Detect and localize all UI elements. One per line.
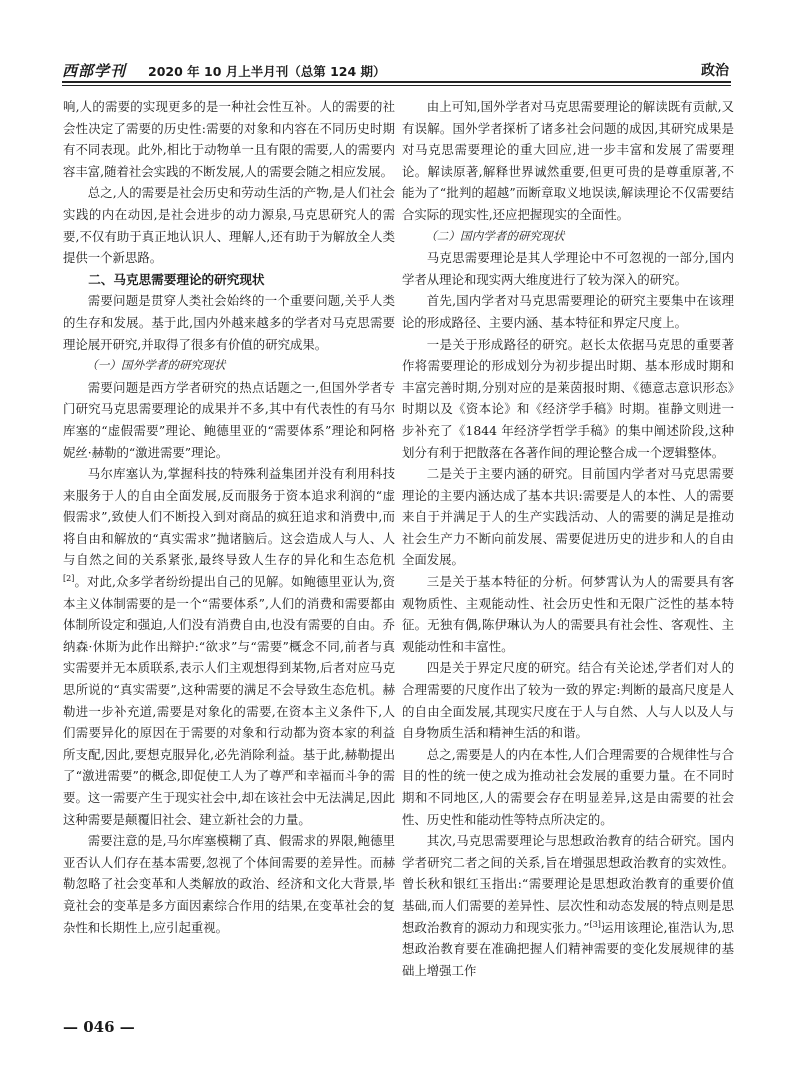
section-name: 政治	[701, 63, 729, 79]
paragraph: 马克思需要理论是其人学理论中不可忽视的一部分,国内学者从理论和现实两大维度进行了较为深入的研究。	[402, 250, 734, 287]
paragraph: 需要问题是贯穿人类社会始终的一个重要问题,关乎人类的生存和发展。基于此,国内外越来越多的学者对马克思需要理论展开研究,并取得了很多有价值的研究成果。	[63, 293, 395, 352]
paragraph: 四是关于界定尺度的研究。结合有关论述,学者们对人的合理需要的尺度作出了较为一致的界定:判断的最高尺度是人的自由全面发展,其现实尺度在于人与自然、人与人以及人与自身物质生活和精神生活的和谐。	[402, 660, 734, 741]
left-column	[63, 96, 395, 938]
citation-ref: [3]	[589, 919, 601, 929]
paragraph: 总之,需要是人的内在本性,人们合理需要的合规律性与合目的性的统一使之成为推动社会发展的重要力量。在不同时期和不同地区,人的需要会存在明显差异,这是由需要的社会性、历史性和能动性等特点所决定的。	[402, 746, 734, 827]
subsection-heading: （二）国内学者的研究现状	[425, 228, 565, 243]
paragraph-text: 其次,马克思需要理论与思想政治教育的结合研究。国内学者研究二者之间的关系,旨在增强思想政治教育的实效性。曾长秋和银红玉指出:“需要理论是思想政治教育的重要价值基础,而人们需要的差异性、层次性和动态发展的特点则是思想政治教育的源动力和现实张力。”	[402, 833, 734, 935]
header-rule	[62, 81, 731, 83]
paragraph	[402, 830, 734, 981]
paragraph: 响,人的需要的实现更多的是一种社会性互补。人的需要的社会性决定了需要的历史性:需要的对象和内容在不同历史时期有不同表现。此外,相比于动物单一且有限的需要,人的需要内容丰富,随着社会实践的不断发展,人的需要会随之相应发展。	[63, 99, 395, 179]
issue-info: 2020 年 10 月上半月刊（总第 124 期）	[148, 64, 386, 79]
paragraph: 三是关于基本特征的分析。何梦霄认为人的需要具有客观物质性、主观能动性、社会历史性和无限广泛性的基本特征。无独有偶,陈伊琳认为人的需要具有社会性、客观性、主观能动性和丰富性。	[402, 574, 734, 654]
paragraph: 需要注意的是,马尔库塞模糊了真、假需求的界限,鲍德里亚否认人们存在基本需要,忽视了个体间需要的差异性。而赫勒忽略了社会变革和人类解放的政治、经济和文化大背景,毕竟社会的变革是多方面因素综合作用的结果,在变革社会的复杂性和长期性上,应引起重视。	[63, 833, 395, 935]
paragraph	[63, 463, 395, 830]
section-heading: 二、马克思需要理论的研究现状	[88, 271, 265, 287]
subsection-heading: （一）国外学者的研究现状	[86, 358, 226, 373]
paragraph: 需要问题是西方学者研究的热点话题之一,但国外学者专门研究马克思需要理论的成果并不多,其中有代表性的有马尔库塞的“虚假需要”理论、鲍德里亚的“需要体系”理论和阿格妮丝·赫勒的“激进需要”理论。	[63, 379, 395, 460]
citation-ref: [2]	[63, 573, 75, 583]
paragraph-text: 。对此,众多学者纷纷提出自己的见解。如鲍德里亚认为,资本主义体制需要的是一个“需要体系”,人们的消费和需要都由体制所设定和强迫,人们没有消费自由,也没有需要的自由。乔纳森·休斯为此作出辩护:“欲求”与“需要”概念不同,前者与真实需要并无本质联系,表示人们主观想得到某物,后者对应马克思所说的“真实需要”,这种需要的满足不会导致生态危机。赫勒进一步补充道,需要是对象化的需要,在资本主义条件下,人们需要异化的原因在于需要的对象和行动都为资本家的利益所支配,因此,要想克服异化,必先消除利益。基于此,赫勒提出了“激进需要”的概念,即促使工人为了尊严和幸福而斗争的需要。这一需要产生于现实社会中,却在该社会中无法满足,因此这种需要是颠覆旧社会、建立新社会的力量。	[63, 574, 395, 827]
header-rule-thin	[62, 85, 731, 86]
paragraph: 由上可知,国外学者对马克思需要理论的解读既有贡献,又有误解。国外学者探析了诸多社会问题的成因,其研究成果是对马克思需要理论的重大回应,进一步丰富和发展了需要理论。解读原著,解释世界诚然重要,但更可贵的是尊重原著,不能为了“批判的超越”而断章取义地误读,解读理论不仅需要结合实际的现实性,还应把握现实的全面性。	[402, 99, 734, 222]
running-header	[62, 54, 731, 84]
page-number: — 046 —	[63, 1018, 135, 1036]
paragraph: 二是关于主要内涵的研究。目前国内学者对马克思需要理论的主要内涵达成了基本共识:需要是人的本性、人的需要来自于并满足于人的生产实践活动、人的需要的满足是推动社会生产力不断向前发展、需要促进历史的进步和人的自由全面发展。	[402, 466, 734, 568]
paragraph-text: 马尔库塞认为,掌握科技的特殊利益集团并没有利用科技来服务于人的自由全面发展,反而服务于资本追求利润的“虚假需求”,致使人们不断投入到对商品的疯狂追求和消费中,而将自由和解放的“真实需求”抛诸脑后。这会造成人与人、人与自然之间的关系紧张,最终导致人生存的异化和生态危机	[63, 466, 395, 568]
paragraph: 首先,国内学者对马克思需要理论的研究主要集中在该理论的形成路径、主要内涵、基本特征和界定尺度上。	[402, 293, 734, 330]
paragraph-text: 运用该理论,崔浩认为,思想政治教育要在准确把握人们精神需要的变化发展规律的基础上增强工作	[402, 919, 734, 978]
right-column	[402, 96, 734, 981]
paragraph: 总之,人的需要是社会历史和劳动生活的产物,是人们社会实践的内在动因,是社会进步的动力源泉,马克思研究人的需要,不仅有助于真正地认识人、理解人,还有助于为解放全人类提供一个新思路。	[63, 185, 395, 266]
paragraph: 一是关于形成路径的研究。赵长太依据马克思的重要著作将需要理论的形成划分为初步提出时期、基本形成时期和丰富完善时期,分别对应的是莱茵报时期、《德意志意识形态》时期以及《资本论》和《经济学手稿》时期。崔静文则进一步补充了《1844 年经济学哲学手稿》的集中阐述阶段,这种划分有利于把散落在各著作间的理论整合成一个逻辑整体。	[402, 336, 734, 460]
journal-name: 西部学刊	[62, 62, 127, 80]
